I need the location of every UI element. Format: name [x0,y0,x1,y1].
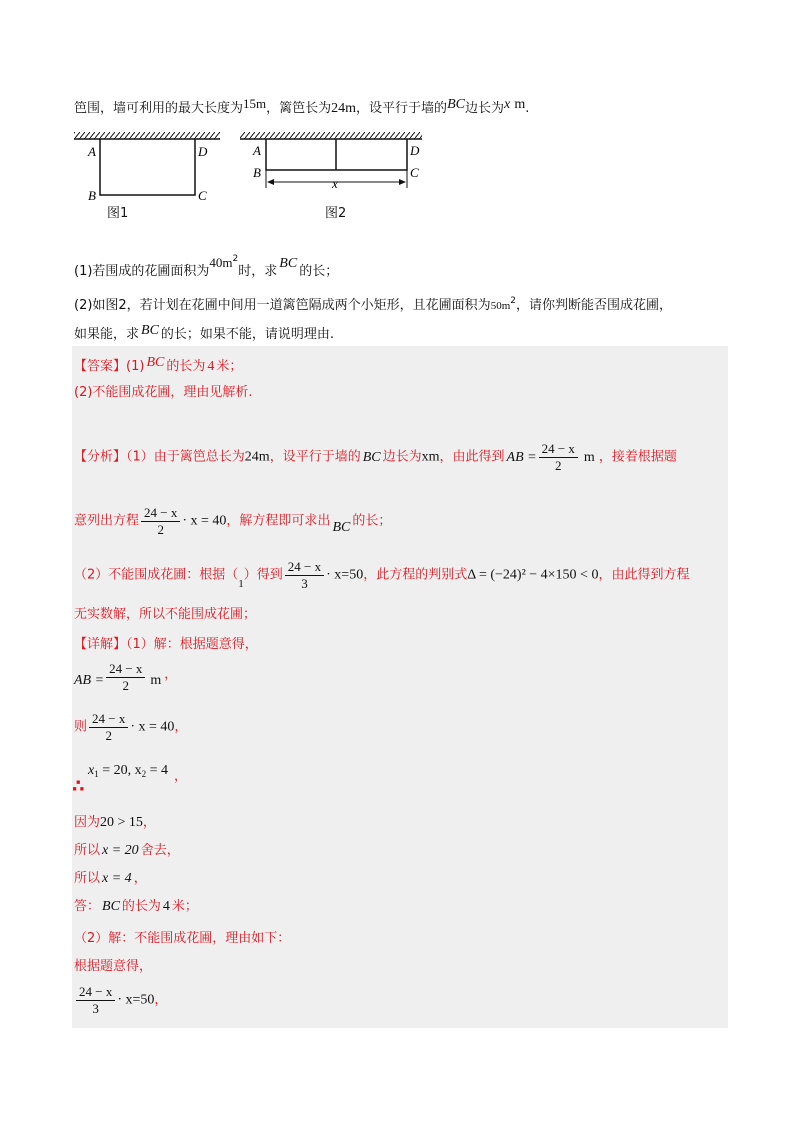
x-4: x = 4 [102,871,132,886]
equation-50: · x=50 [117,992,155,1008]
text: 如果能，求 [74,327,140,342]
text: (1) [126,359,145,374]
label-d: D [410,143,420,158]
text: (2)如图2，若计划在花圃中间用一道篱笆隔成两个小矩形，且花圃面积为 [74,298,491,313]
fraction-numerator: 24 − x [106,662,145,678]
arrow-right [399,179,406,185]
text: 答： [74,899,101,914]
figure-2-caption: 图2 [325,206,347,221]
xm: xm [421,449,440,465]
fraction-denominator: 2 [105,728,112,743]
text: 的长为 [121,899,161,914]
text: 的长； [299,264,339,279]
detail-eq50 [74,985,167,1016]
root-x: x [88,763,95,778]
text: ，此方程的判别式 [363,567,468,583]
label-c: C [410,165,419,180]
figure-1 [74,132,220,203]
detail-then [74,712,187,743]
fraction-denominator: 2 [157,522,164,537]
fraction [89,712,128,743]
text: ， [166,843,180,858]
x-20: x = 20 [102,843,139,858]
label-x: x [332,176,338,191]
equation-50: · x=50 [326,567,364,583]
bc-symbol: BC [279,256,298,271]
text: （1）解：根据题意得， [126,637,258,652]
text: ，由此得到 [439,449,505,465]
text: ，设平行于墙的 [269,449,361,465]
text: ， [174,719,188,735]
area-50: 50m [490,300,511,312]
unit: m [150,673,162,688]
text: 边长为 [464,101,504,116]
unit: m [583,449,595,465]
wall-hatch [240,132,422,139]
text: 笆围，墙可利用的最大长度为 [74,101,244,116]
answer-label: 【答案】 [74,359,127,374]
arrow-left [267,179,274,185]
bc-symbol: BC [102,899,120,914]
label-d: D [198,144,208,159]
figure-2 [240,132,422,191]
equation-40: · x = 40 [182,513,227,529]
fraction-denominator: 2 [555,458,562,473]
fraction [76,985,115,1016]
detail-x4 [74,870,147,888]
text: ，篱笆长为 [266,101,332,116]
text: ，解方程即可求出 [226,513,331,529]
fraction-numerator: 24 − x [76,985,115,1001]
detail-line-1 [74,636,258,654]
label-b: B [88,188,96,203]
bc-symbol: BC [362,449,381,465]
fraction-denominator: 3 [92,1001,99,1016]
text: 舍去 [140,843,167,858]
ab-eq: AB = [74,673,105,688]
fraction [285,560,324,591]
analysis-line-2 [74,506,391,537]
text: 的长为 [166,359,206,374]
text: ， [142,815,156,830]
text: 则 [74,719,88,735]
bc-symbol: BC [141,323,159,338]
question-part-2b [74,322,334,344]
analysis-label: 【分析】 [74,449,127,465]
fraction-numerator: 24 − x [539,442,578,458]
root-values: = 20, x [98,763,142,778]
ab-eq: AB = [506,449,537,465]
therefore-symbol: ∴ [72,776,85,797]
answer-line-1 [74,354,242,376]
fence-length: 24m [331,101,357,116]
text: ， [164,667,178,682]
fraction [106,662,145,693]
fraction [141,506,180,537]
text: (1)若围成的花圃面积为 [74,264,210,279]
text: ，由此得到方程 [598,567,690,583]
text: （1）由于篱笆总长为 [126,449,245,465]
label-b: B [253,165,261,180]
detail-ab [74,662,177,693]
question-part-1: (1)若围成的花圃面积为$40m^2$时，求BC的长； [74,254,339,279]
fence-rect [100,139,195,195]
x-symbol: x [503,97,511,112]
text: ，接着根据题 [598,449,677,465]
answer-value: 4 [207,359,215,374]
detail-label: 【详解】 [74,637,127,652]
discriminant: Δ = (−24)² − 4×150 < 0 [467,567,599,583]
bc-symbol: BC [332,520,351,535]
wall-length: 15m [243,96,267,111]
text: . [525,101,530,116]
fraction-denominator: 2 [122,678,129,693]
inequality: 20 > 15 [100,815,143,830]
text: ，请你判断能否围成花圃， [515,298,672,313]
subscript: 1 [94,769,99,779]
detail-discard [74,842,180,860]
question-line-1 [74,95,529,118]
wall-hatch [74,132,220,139]
subscript: 2 [141,769,147,779]
text: 米； [216,359,243,374]
area-40: 40m [209,255,233,270]
root-values: = 4 [146,763,169,778]
detail-answer [74,898,198,916]
text: 意列出方程 [74,513,140,529]
text: 的长；如果不能，请说明理由. [160,327,335,342]
label-a: A [253,143,261,158]
answer-line-2: (2)不能围成花圃，理由见解析. [74,385,253,400]
label-a: A [88,144,96,159]
label-c: C [198,188,207,203]
text: 时，求 [238,264,278,279]
analysis-line-3 [74,560,689,593]
text: ， [174,769,188,784]
bc-symbol: BC [146,355,165,370]
fraction-numerator: 24 − x [285,560,324,576]
text: 所以 [74,843,101,858]
detail-roots [74,762,187,786]
text: 所以 [74,871,101,886]
detail-part-2: （2）解：不能围成花圃，理由如下： [74,931,291,946]
text: ， [133,871,147,886]
analysis-line-1 [74,442,677,473]
figure-1-caption: 图1 [107,206,129,221]
bc-symbol: BC [447,97,465,112]
equation-40: · x = 40 [130,719,175,735]
text: 的长； [352,513,392,529]
analysis-line-4: 无实数解，所以不能围成花圃； [74,607,257,622]
detail-because [74,814,156,832]
text: （2）不能围成花圃：根据（ [74,567,239,583]
fraction-numerator: 24 − x [89,712,128,728]
unit: m [514,97,526,112]
text: ， [154,992,168,1008]
text: 因为 [74,815,101,830]
fence-length: 24m [244,449,270,465]
text: 米； [171,899,198,914]
answer-value: 4 [162,899,170,914]
fraction-numerator: 24 − x [141,506,180,522]
detail-part-2b: 根据题意得， [74,959,153,974]
text: 边长为 [382,449,422,465]
fraction-denominator: 3 [301,576,308,591]
text: 1 [238,578,244,590]
fraction [539,442,578,473]
text: ，设平行于墙的 [356,101,448,116]
text: ）得到 [243,567,283,583]
question-part-2: (2)如图2，若计划在花圃中间用一道篱笆隔成两个小矩形，且花圃面积为$50m^2$，请你判断能否围成花圃， [74,296,672,313]
